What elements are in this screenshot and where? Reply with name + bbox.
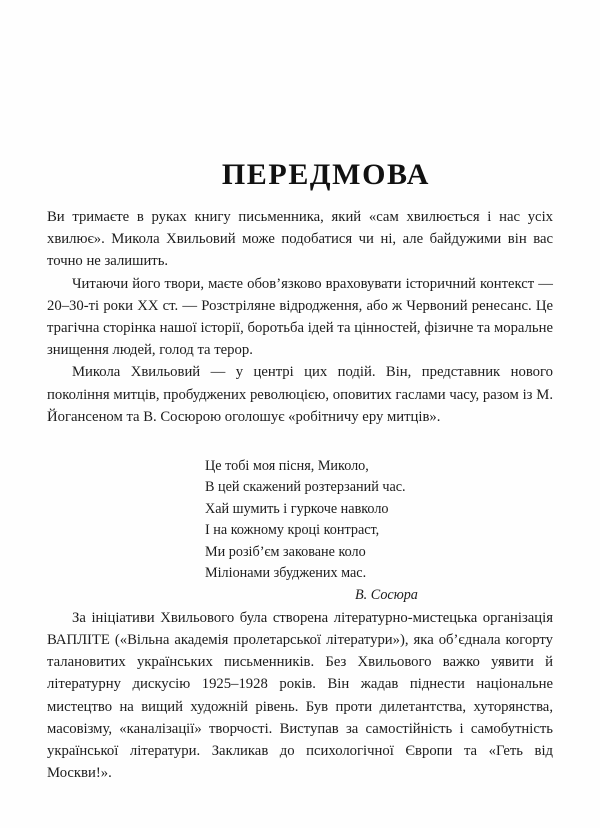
paragraph-2: Читаючи його твори, маєте обов’язково враховувати історичний контекст — 20–30-ті роки XX ст. — Розстріляне відродження, або ж Червоний ренесанс. Це трагічна сторінка нашої історії, боротьба ідей та цінностей, фізичне та моральне знищення людей, голод та терор. [47, 275, 553, 359]
paragraph-3: Микола Хвильовий — у центрі цих подій. Він, представник нового покоління митців, пробуджених революцією, оповитих гаслами часу, разом із М. Йогансеном та В. Сосюрою оголошує «робітничу еру митців». [47, 364, 553, 425]
page-title: ПЕРЕДМОВА [221, 158, 430, 192]
paragraph-1: Ви тримаєте в руках книгу письменника, який «сам хвилюється і нас усіх хвилює». Микола Хвильовий може подобатися чи ні, але байдужими він вас точно не залишить. [47, 209, 553, 270]
verse-line: І на кожному кроці контраст, [205, 522, 380, 539]
verse-attribution: В. Сосюра [355, 587, 418, 604]
body-content [47, 206, 553, 785]
verse-line: Хай шумить і гуркоче навколо [205, 500, 389, 517]
paragraph-4: За ініціативи Хвильового була створена літературно-мистецька організація ВАПЛІТЕ («Вільна академія пролетарської літератури»), яка об’єднала когорту талановитих українських письменників. Без Хвильового важко уявити й літературну дискусію 1925–1928 років. Він жадав піднести національне мистецтво на вищий художній рівень. Був проти дилетантства, хуторянства, масовізму, «каналізації» творчості. Виступав за самостійність і самобутність української літератури. Закликав до психологічної Європи та «Геть від Москви!». [47, 609, 553, 782]
verse-line: В цей скажений розтерзаний час. [205, 479, 406, 496]
chapter-title-zone [47, 138, 430, 212]
verse-line: Ми розіб’єм заковане коло [205, 543, 366, 560]
verse-line: Міліонами збуджених мас. [205, 565, 367, 582]
verse-block [47, 456, 553, 607]
verse-line: Це тобі моя пісня, Миколо, [205, 458, 369, 475]
